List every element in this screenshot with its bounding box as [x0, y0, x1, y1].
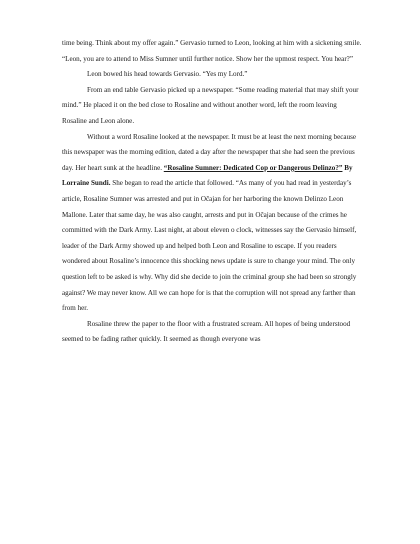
paragraph-newspaper-given: From an end table Gervasio picked up a newspaper. “Some reading material that may shift your mind.” He placed it on the bed close to Rosaline and without another word, left the room leaving Rosaline and Leon alone. [62, 85, 359, 125]
paragraph-offer: time being. Think about my offer again.” Gervasio turned to Leon, looking at him with a sickening smile. “Leon, you are to attend to Miss Sumner until further notice. Show her the upmost respect. You hear?” [62, 39, 362, 63]
article-body-text: She began to read the article that followed. “As many of you had read in yesterday’s article, Rosaline Sumner was arrested and put in Očajan for her harboring the known Delinzo Leon Mallone. Later that same day, he was also caught, arrests and put in Očajan because of the crimes he committed with the Dark Army. Last night, at about eleven o clock, witnesses say the Gervasio himself, leader of the Dark Army showed up and helped both Leon and Rosaline to escape. If you readers wondered about Rosaline’s innocence this shocking news update is sure to change your mind. The only question left to be asked is why. Why did she decide to join the criminal group she had been so strongly against? We may never know. All we can hope for is that the corruption will not spread any farther than from her. [62, 179, 357, 313]
newspaper-headline: “Rosaline Sumner: Dedicated Cop or Dangerous Delinzo?” [163, 163, 343, 172]
paragraph-frustrated-scream: Rosaline threw the paper to the floor with a frustrated scream. All hopes of being understood seemed to be fading rather quickly. It seemed as though everyone was [62, 319, 351, 344]
article-intro-text: Without a word Rosaline looked at the newspaper. It must be at least the next morning because this newspaper was the morning edition, dated a day after the newspaper that she had seen the previous day. Her heart sunk at the headline. [62, 132, 357, 172]
paragraph-newspaper-article [62, 130, 362, 317]
newspaper-byline: By Lorraine Sundi. [62, 163, 353, 188]
body-text [62, 36, 362, 348]
paragraph-leon-bow: Leon bowed his head towards Gervasio. “Yes my Lord.” [87, 70, 248, 79]
